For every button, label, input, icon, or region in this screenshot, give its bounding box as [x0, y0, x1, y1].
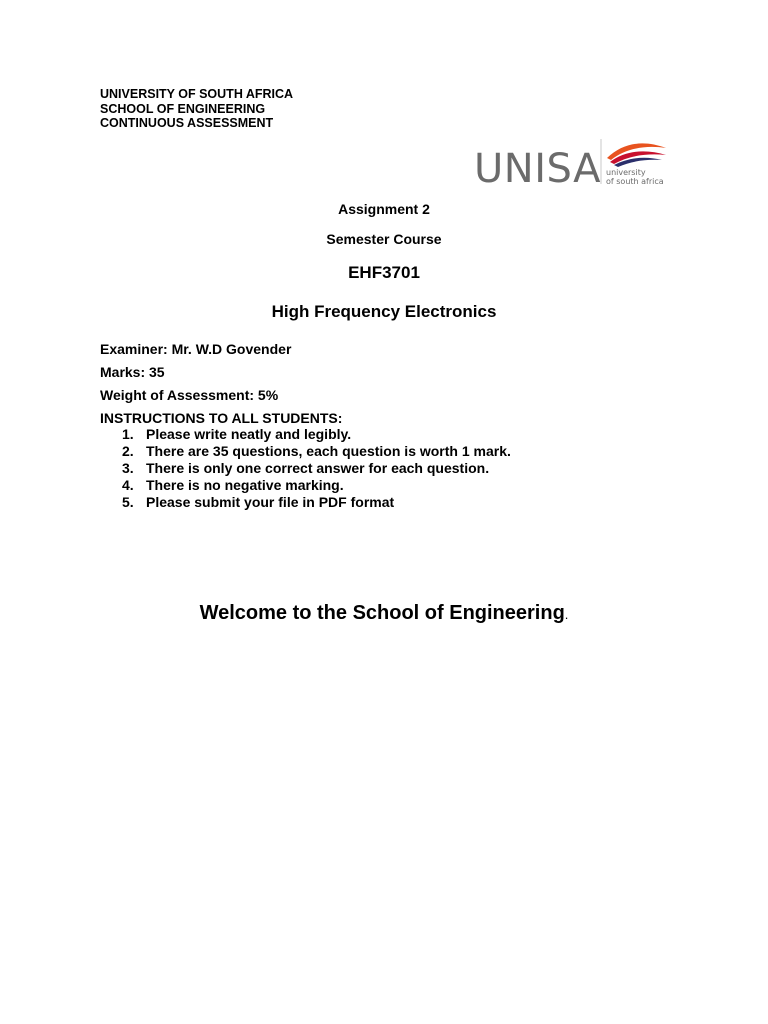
course-code: EHF3701: [348, 263, 420, 282]
unisa-logo: [474, 136, 674, 188]
instruction-number: 4.: [122, 477, 134, 493]
welcome-message: [0, 602, 768, 625]
instruction-text: Please write neatly and legibly.: [146, 426, 352, 442]
unisa-logo-graphic: [474, 136, 674, 188]
assessment-weight: Weight of Assessment: 5%: [100, 387, 279, 403]
institution-header: [100, 87, 293, 131]
assignment-number: Assignment 2: [338, 201, 430, 217]
instruction-text: There is only one correct answer for each question.: [146, 460, 490, 476]
instructions-heading: INSTRUCTIONS TO ALL STUDENTS:: [100, 410, 343, 426]
welcome-period: .: [564, 607, 569, 622]
welcome-text: Welcome to the School of Engineering: [199, 602, 565, 624]
logo-swoosh-orange: [607, 143, 666, 160]
logo-wordmark: UNISA: [474, 146, 601, 188]
logo-tagline-2: of south africa: [606, 177, 664, 186]
instruction-number: 1.: [122, 426, 134, 442]
instruction-number: 5.: [122, 494, 134, 510]
instruction-text: There is no negative marking.: [146, 477, 344, 493]
instruction-text: There are 35 questions, each question is worth 1 mark.: [146, 443, 511, 459]
instruction-number: 2.: [122, 443, 134, 459]
marks: Marks: 35: [100, 364, 165, 380]
assessment-type: CONTINUOUS ASSESSMENT: [100, 116, 274, 130]
examiner: Examiner: Mr. W.D Govender: [100, 341, 292, 357]
logo-tagline-1: university: [606, 168, 646, 177]
course-type: Semester Course: [326, 231, 442, 247]
instruction-item: [122, 443, 511, 460]
instruction-item: [122, 460, 511, 477]
university-name: UNIVERSITY OF SOUTH AFRICA: [100, 87, 294, 101]
instruction-item: [122, 494, 511, 511]
instruction-text: Please submit your file in PDF format: [146, 494, 395, 510]
instruction-item: [122, 426, 511, 443]
school-name: SCHOOL OF ENGINEERING: [100, 101, 266, 116]
instruction-item: [122, 477, 511, 494]
course-subject: High Frequency Electronics: [271, 302, 497, 321]
instruction-number: 3.: [122, 460, 134, 476]
instructions-list: [122, 426, 511, 511]
